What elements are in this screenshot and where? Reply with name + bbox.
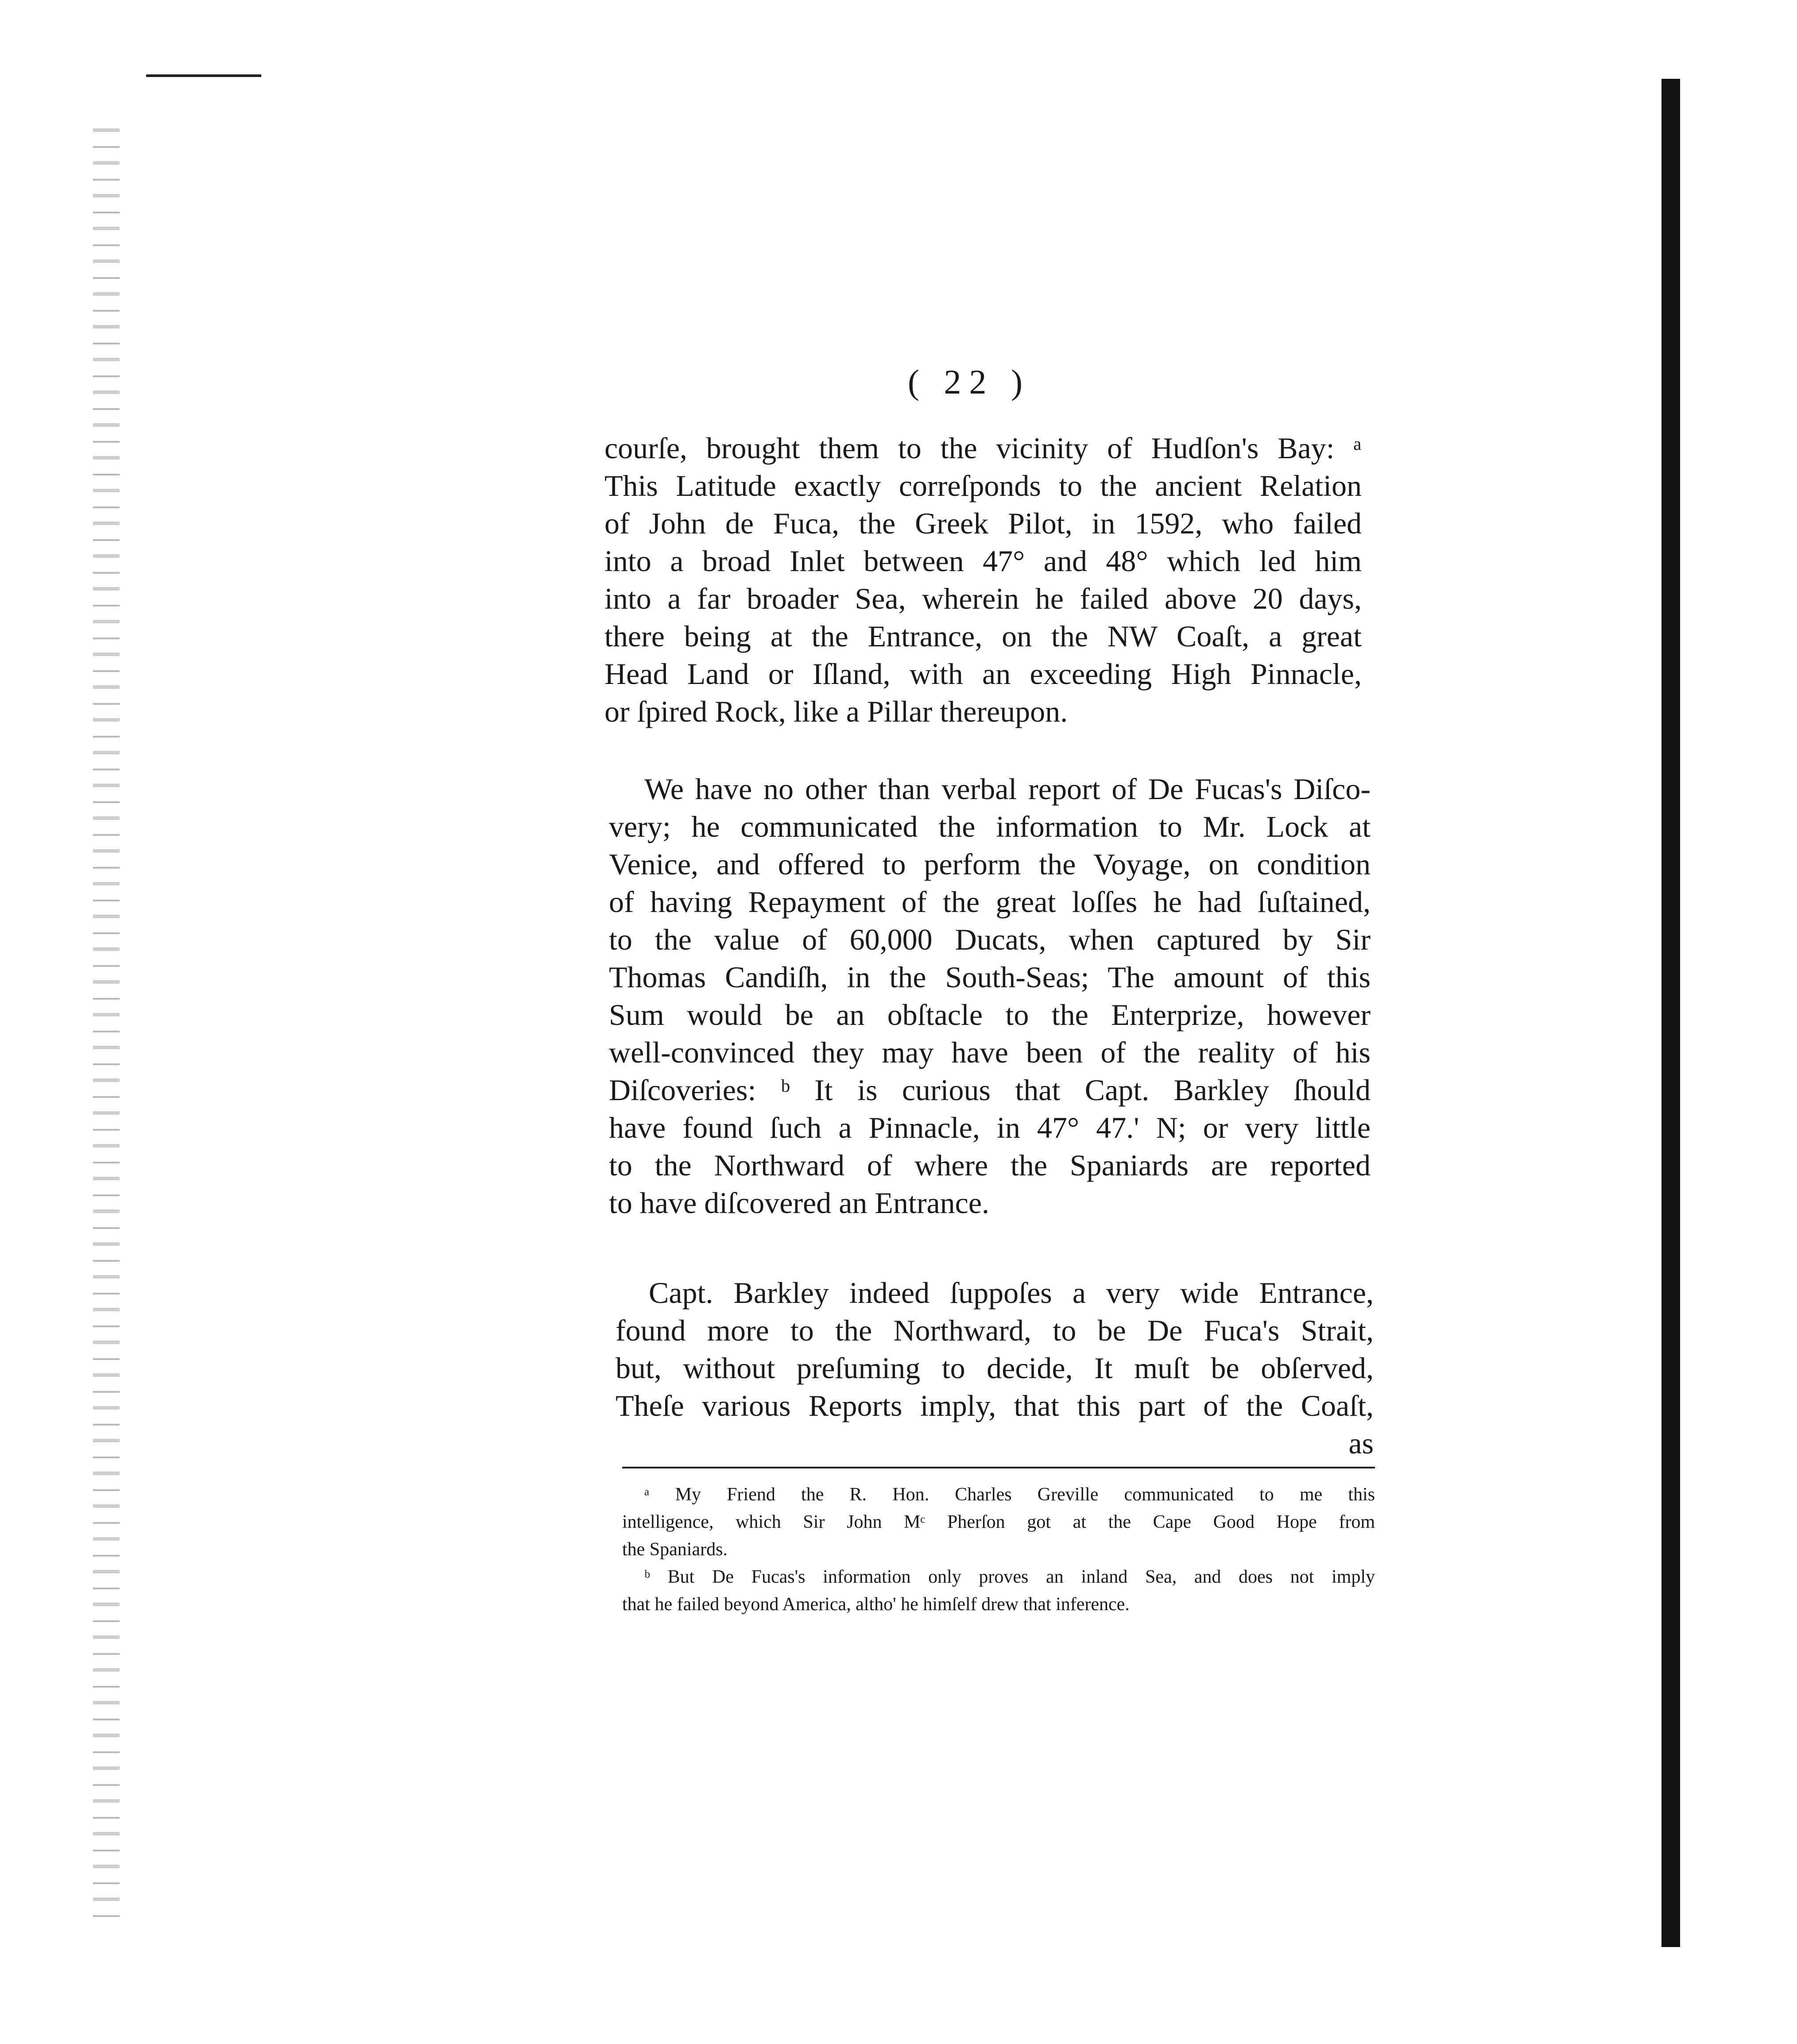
scan-top-edge-artifact	[146, 74, 261, 77]
footnote-line: ᵇ But De Fucas's information only proves an inland Sea, and does not imply	[644, 1567, 1375, 1587]
text-line: We have no other than verbal report of De Fucas's Diſco-	[644, 772, 1371, 806]
page-number: ( 22 )	[908, 363, 1030, 401]
text-line: Thomas Candiſh, in the South-Seas; The amount of this	[609, 960, 1371, 994]
paragraph-1	[604, 429, 1362, 730]
paragraph-3	[616, 1274, 1374, 1462]
footnote-line: that he failed beyond America, altho' he himſelf drew that inference.	[622, 1594, 1130, 1615]
text-line: very; he communicated the information to Mr. Lock at	[609, 810, 1371, 843]
text-line: there being at the Entrance, on the NW Coaſt, a great	[604, 619, 1362, 653]
text-line: into a far broader Sea, wherein he failed above 20 days,	[604, 582, 1362, 615]
text-line: into a broad Inlet between 47° and 48° which led him	[604, 544, 1362, 578]
scan-left-edge-artifact	[93, 115, 120, 1930]
footnote-divider	[622, 1467, 1375, 1468]
text-line: well-convinced they may have been of the reality of his	[609, 1036, 1371, 1069]
text-line: to the Northward of where the Spaniards are reported	[609, 1148, 1371, 1182]
scan-right-edge-bar	[1661, 79, 1680, 1947]
text-line: to the value of 60,000 Ducats, when captured by Sir	[609, 923, 1371, 956]
text-line: found more to the Northward, to be De Fuca's Strait,	[616, 1314, 1374, 1347]
catchword: as	[1348, 1426, 1374, 1460]
text-line: Venice, and offered to perform the Voyage, on condition	[609, 847, 1371, 881]
text-line: This Latitude exactly correſponds to the ancient Relation	[604, 469, 1362, 502]
text-line: have found ſuch a Pinnacle, in 47° 47.' N; or very little	[609, 1111, 1371, 1144]
text-line: Head Land or Iſland, with an exceeding High Pinnacle,	[604, 657, 1362, 691]
text-line: Sum would be an obſtacle to the Enterprize, however	[609, 998, 1371, 1032]
paragraph-2	[609, 770, 1371, 1222]
text-line: Theſe various Reports imply, that this part of the Coaſt,	[616, 1389, 1374, 1422]
footnote-line: intelligence, which Sir John Mᶜ Pherſon got at the Cape Good Hope from	[622, 1512, 1375, 1532]
text-line: or ſpired Rock, like a Pillar thereupon.	[604, 695, 1068, 728]
text-line: of John de Fuca, the Greek Pilot, in 1592, who failed	[604, 506, 1362, 540]
footnote-line: ᵃ My Friend the R. Hon. Charles Greville communicated to me this	[644, 1484, 1375, 1505]
text-line: but, without preſuming to decide, It muſt be obſerved,	[616, 1351, 1374, 1385]
text-line: Diſcoveries: ᵇ It is curious that Capt. Barkley ſhould	[609, 1073, 1371, 1107]
footnotes	[622, 1481, 1375, 1618]
text-line: courſe, brought them to the vicinity of Hudſon's Bay: ᵃ	[604, 431, 1362, 465]
footnote-line: the Spaniards.	[622, 1539, 728, 1560]
text-line: Capt. Barkley indeed ſuppoſes a very wide Entrance,	[649, 1276, 1374, 1310]
text-line: of having Repayment of the great loſſes he had ſuſtained,	[609, 885, 1371, 919]
text-line: to have diſcovered an Entrance.	[609, 1186, 990, 1220]
